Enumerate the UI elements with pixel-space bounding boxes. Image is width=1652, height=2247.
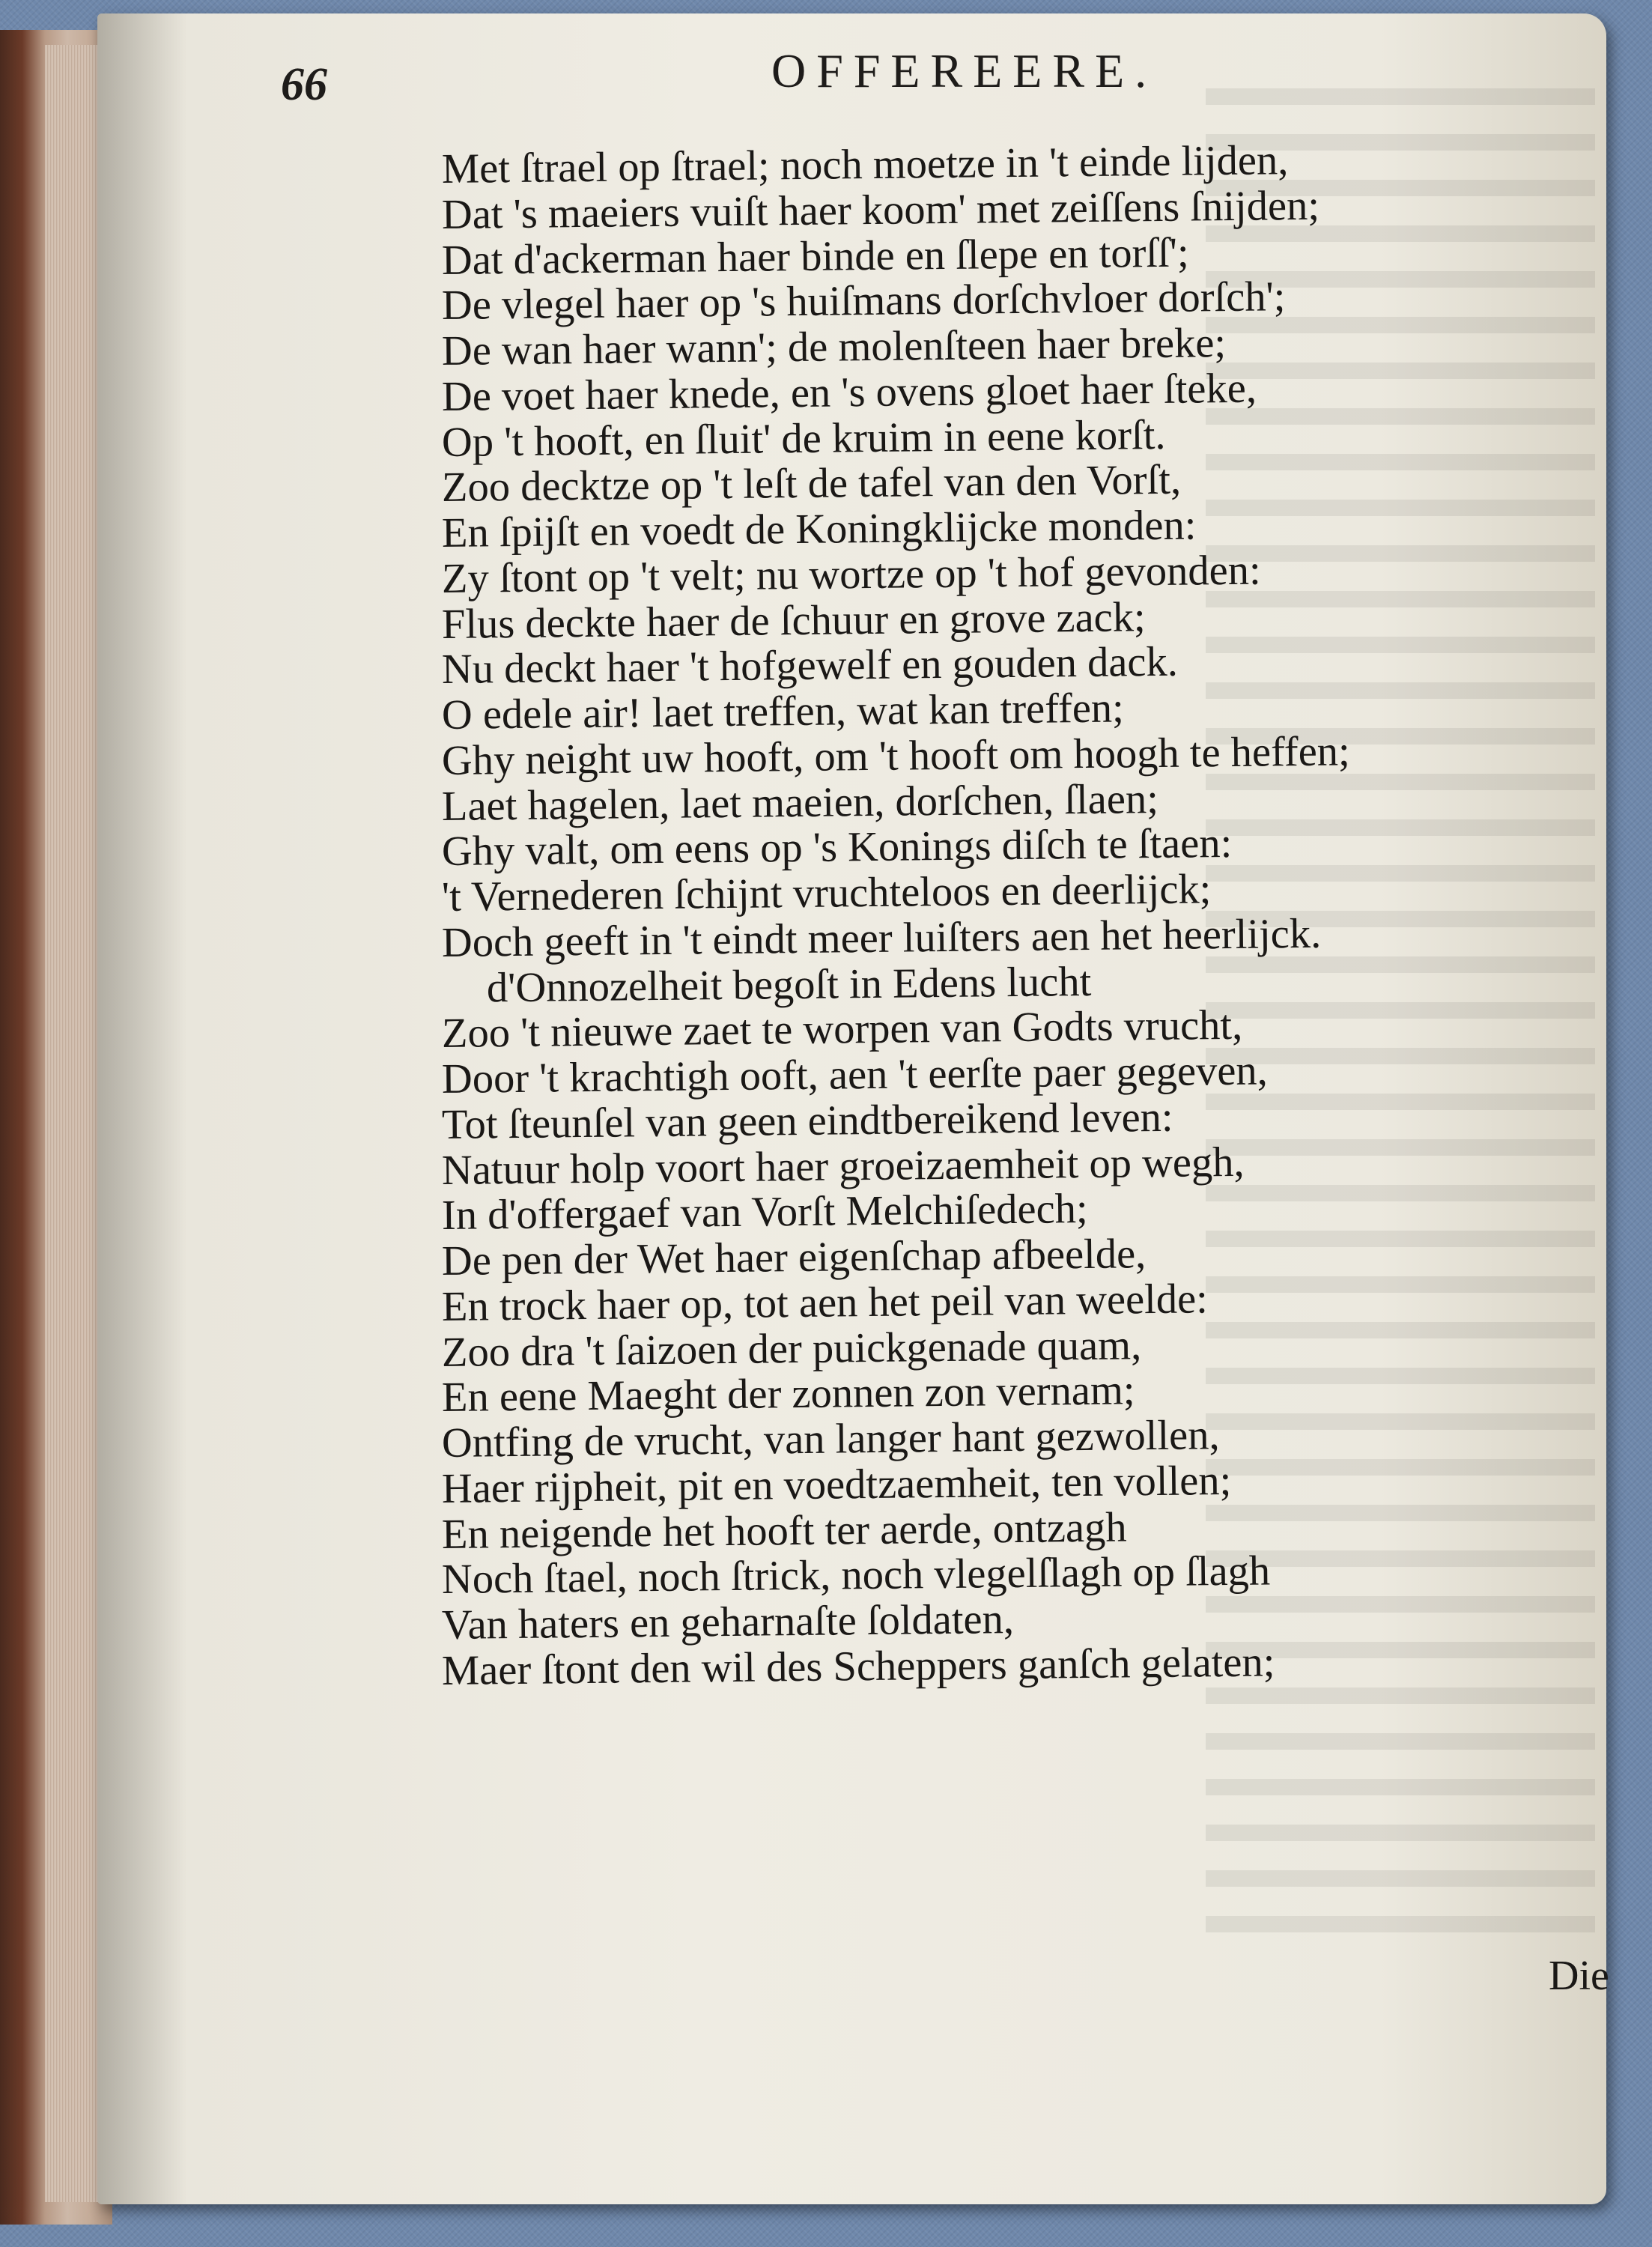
verse-line: De voet haer knede, en 's ovens gloet haer ſteke,	[441, 365, 1257, 420]
verse-line: Tot ſteunſel van geen eindtbereikend leven:	[441, 1094, 1173, 1148]
verse-line: En neigende het hooft ter aerde, ontzagh	[441, 1503, 1127, 1558]
verse-line: Ghy neight uw hooft, om 't hooft om hoogh te heffen;	[441, 728, 1351, 784]
page-block-edges	[45, 45, 105, 2202]
verse-line: Op 't hooft, en ſluit' de kruim in eene korſt.	[441, 411, 1166, 466]
verse-line: De wan haer wann'; de molenſteen haer breke;	[441, 320, 1227, 374]
verse-line: Zoo 't nieuwe zaet te worpen van Godts vrucht,	[441, 1002, 1243, 1058]
catchword: Die	[1549, 1953, 1609, 1999]
verse-line: Ontfing de vrucht, van langer hant gezwollen,	[441, 1412, 1220, 1467]
book-page	[97, 13, 1609, 2204]
verse-line: Zy ſtont op 't velt; nu wortze op 't hof gevonden:	[441, 547, 1261, 602]
page-number: 66	[281, 59, 327, 110]
verse-line: En trock haer op, tot aen het peil van weelde:	[441, 1276, 1209, 1330]
verse-line: Van haters en geharnaſte ſoldaten,	[441, 1596, 1015, 1649]
verse-line: Zoo decktze op 't leſt de tafel van den Vorſt,	[441, 456, 1182, 512]
verse-line: En eene Maeght der zonnen zon vernam;	[441, 1367, 1135, 1422]
verse-line: 't Vernederen ſchijnt vruchteloos en deerlijck;	[441, 866, 1212, 921]
verse-line: Flus deckte haer de ſchuur en grove zack;	[441, 593, 1146, 648]
verse-line-indented: d'Onnozelheit begoſt in Edens lucht	[486, 958, 1092, 1011]
verse-line: Laet hagelen, laet maeien, dorſchen, ſlaen;	[441, 775, 1159, 830]
gutter-shadow	[97, 13, 187, 2204]
verse-line: In d'offergaef van Vorſt Melchiſedech;	[441, 1186, 1088, 1240]
verse-line: En ſpijſt en voedt de Koningklijcke monden:	[441, 502, 1197, 557]
verse-line: Natuur holp voort haer groeizaemheit op wegh,	[441, 1138, 1245, 1194]
verse-line: Door 't krachtigh ooft, aen 't eerſte paer gegeven,	[441, 1047, 1269, 1103]
verse-line: Doch geeft in 't eindt meer luiſters aen het heerlijck.	[441, 910, 1322, 966]
verse-line: Zoo dra 't ſaizoen der puickgenade quam,	[441, 1321, 1142, 1376]
verse-line: Met ſtrael op ſtrael; noch moetze in 't einde lijden,	[441, 137, 1289, 192]
running-title: OFFEREERE.	[771, 44, 1158, 97]
verse-line: Dat d'ackerman haer binde en ſlepe en torſſ';	[441, 229, 1189, 284]
verse-line: O edele air! laet treffen, wat kan treffen;	[441, 685, 1125, 739]
verse-line: De pen der Wet haer eigenſchap afbeelde,	[441, 1231, 1147, 1285]
verse-line: Ghy valt, om eens op 's Konings diſch te ſtaen:	[441, 820, 1233, 876]
verse-line: De vlegel haer op 's huiſmans dorſchvloer dorſch';	[441, 273, 1286, 330]
verse-line: Dat 's maeiers vuiſt haer koom' met zeiſſens ſnijden;	[441, 182, 1320, 238]
verse-line: Maer ſtont den wil des Scheppers ganſch gelaten;	[441, 1639, 1275, 1694]
verse-line: Haer rijpheit, pit en voedtzaemheit, ten vollen;	[441, 1457, 1232, 1512]
verse-block	[441, 137, 1652, 1694]
verse-line: Nu deckt haer 't hofgewelf en gouden dack.	[441, 638, 1179, 694]
verse-line: Noch ſtael, noch ſtrick, noch vlegelſlagh op ſlagh	[441, 1547, 1271, 1604]
